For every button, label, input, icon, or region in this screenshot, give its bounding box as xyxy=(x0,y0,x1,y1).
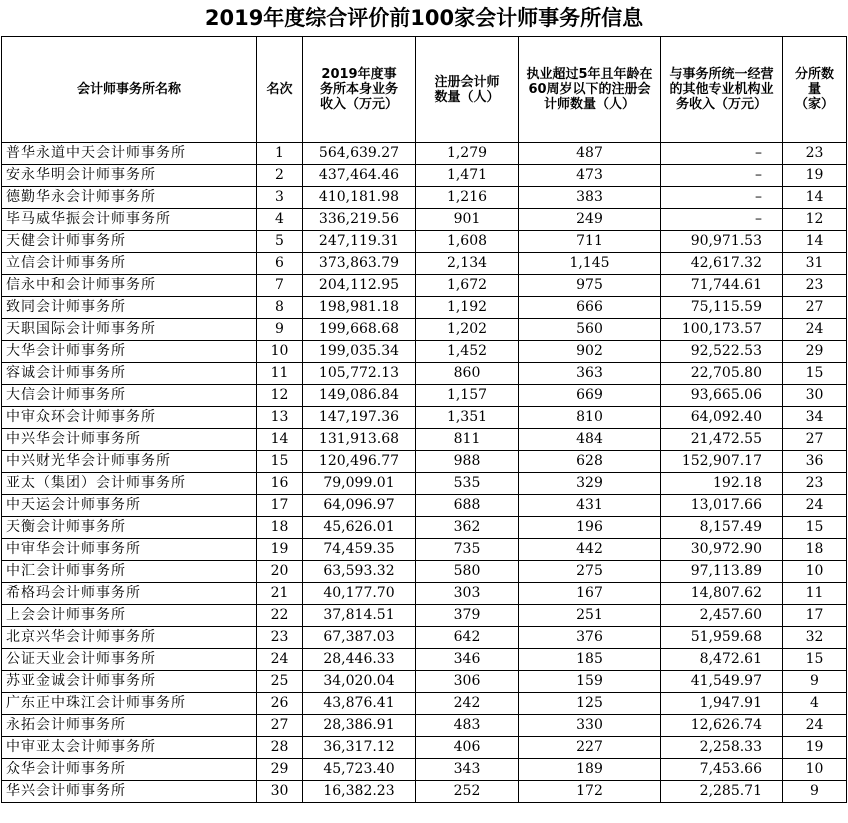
cell-revenue: 564,639.27 xyxy=(303,143,416,165)
cell-revenue: 74,459.35 xyxy=(303,539,416,561)
cell-other-revenue: 12,626.74 xyxy=(661,715,783,737)
cell-other-revenue: 8,157.49 xyxy=(661,517,783,539)
cell-firm-name: 公证天业会计师事务所 xyxy=(2,649,257,671)
cell-firm-name: 中汇会计师事务所 xyxy=(2,561,257,583)
cell-branch-count: 30 xyxy=(783,385,847,407)
cell-cpa-count: 303 xyxy=(416,583,519,605)
cell-revenue: 34,020.04 xyxy=(303,671,416,693)
cell-firm-name: 天衡会计师事务所 xyxy=(2,517,257,539)
cell-rank: 16 xyxy=(257,473,303,495)
cell-firm-name: 希格玛会计师事务所 xyxy=(2,583,257,605)
cell-branch-count: 34 xyxy=(783,407,847,429)
header-branch-count: 分所数量（家） xyxy=(783,37,847,143)
cell-senior-cpa-count: 227 xyxy=(519,737,661,759)
cell-senior-cpa-count: 431 xyxy=(519,495,661,517)
cell-branch-count: 10 xyxy=(783,561,847,583)
cell-rank: 15 xyxy=(257,451,303,473)
cell-revenue: 149,086.84 xyxy=(303,385,416,407)
cell-cpa-count: 860 xyxy=(416,363,519,385)
cell-rank: 27 xyxy=(257,715,303,737)
cell-revenue: 199,035.34 xyxy=(303,341,416,363)
header-rank: 名次 xyxy=(257,37,303,143)
cell-revenue: 45,626.01 xyxy=(303,517,416,539)
cell-cpa-count: 1,192 xyxy=(416,297,519,319)
cell-branch-count: 15 xyxy=(783,649,847,671)
cell-cpa-count: 1,202 xyxy=(416,319,519,341)
table-row xyxy=(2,781,847,803)
cell-branch-count: 27 xyxy=(783,297,847,319)
cell-branch-count: 11 xyxy=(783,583,847,605)
cell-revenue: 147,197.36 xyxy=(303,407,416,429)
cell-branch-count: 14 xyxy=(783,231,847,253)
table-row xyxy=(2,143,847,165)
cell-rank: 3 xyxy=(257,187,303,209)
cell-firm-name: 中天运会计师事务所 xyxy=(2,495,257,517)
cell-rank: 14 xyxy=(257,429,303,451)
cell-cpa-count: 406 xyxy=(416,737,519,759)
cell-other-revenue: – xyxy=(661,165,783,187)
cell-firm-name: 毕马威华振会计师事务所 xyxy=(2,209,257,231)
cell-rank: 2 xyxy=(257,165,303,187)
cell-branch-count: 23 xyxy=(783,143,847,165)
cell-branch-count: 9 xyxy=(783,671,847,693)
cell-revenue: 37,814.51 xyxy=(303,605,416,627)
cell-cpa-count: 306 xyxy=(416,671,519,693)
cell-firm-name: 永拓会计师事务所 xyxy=(2,715,257,737)
cell-senior-cpa-count: 711 xyxy=(519,231,661,253)
cell-revenue: 120,496.77 xyxy=(303,451,416,473)
cell-cpa-count: 346 xyxy=(416,649,519,671)
cell-senior-cpa-count: 125 xyxy=(519,693,661,715)
cell-branch-count: 18 xyxy=(783,539,847,561)
cell-firm-name: 亚太（集团）会计师事务所 xyxy=(2,473,257,495)
cell-other-revenue: 97,113.89 xyxy=(661,561,783,583)
cell-branch-count: 15 xyxy=(783,517,847,539)
cell-revenue: 63,593.32 xyxy=(303,561,416,583)
cell-rank: 5 xyxy=(257,231,303,253)
cell-revenue: 198,981.18 xyxy=(303,297,416,319)
cell-cpa-count: 580 xyxy=(416,561,519,583)
table-row xyxy=(2,671,847,693)
cell-firm-name: 中审华会计师事务所 xyxy=(2,539,257,561)
cell-cpa-count: 252 xyxy=(416,781,519,803)
cell-rank: 28 xyxy=(257,737,303,759)
cell-cpa-count: 642 xyxy=(416,627,519,649)
cell-other-revenue: 2,457.60 xyxy=(661,605,783,627)
cell-firm-name: 大信会计师事务所 xyxy=(2,385,257,407)
cell-senior-cpa-count: 376 xyxy=(519,627,661,649)
cell-branch-count: 4 xyxy=(783,693,847,715)
cell-cpa-count: 483 xyxy=(416,715,519,737)
cell-branch-count: 24 xyxy=(783,715,847,737)
cell-senior-cpa-count: 196 xyxy=(519,517,661,539)
cell-firm-name: 安永华明会计师事务所 xyxy=(2,165,257,187)
cell-rank: 21 xyxy=(257,583,303,605)
cell-branch-count: 12 xyxy=(783,209,847,231)
table-row xyxy=(2,407,847,429)
cell-revenue: 410,181.98 xyxy=(303,187,416,209)
cell-cpa-count: 1,608 xyxy=(416,231,519,253)
cell-rank: 26 xyxy=(257,693,303,715)
cell-revenue: 40,177.70 xyxy=(303,583,416,605)
table-row xyxy=(2,253,847,275)
cell-rank: 22 xyxy=(257,605,303,627)
cell-firm-name: 众华会计师事务所 xyxy=(2,759,257,781)
cell-rank: 18 xyxy=(257,517,303,539)
cell-other-revenue: – xyxy=(661,187,783,209)
cell-firm-name: 大华会计师事务所 xyxy=(2,341,257,363)
cell-rank: 25 xyxy=(257,671,303,693)
cell-firm-name: 立信会计师事务所 xyxy=(2,253,257,275)
table-row xyxy=(2,165,847,187)
cell-firm-name: 北京兴华会计师事务所 xyxy=(2,627,257,649)
cell-senior-cpa-count: 363 xyxy=(519,363,661,385)
cell-senior-cpa-count: 330 xyxy=(519,715,661,737)
cell-revenue: 16,382.23 xyxy=(303,781,416,803)
table-row xyxy=(2,473,847,495)
cell-rank: 23 xyxy=(257,627,303,649)
table-row xyxy=(2,759,847,781)
cell-other-revenue: 152,907.17 xyxy=(661,451,783,473)
cell-senior-cpa-count: 902 xyxy=(519,341,661,363)
cell-branch-count: 19 xyxy=(783,737,847,759)
cell-branch-count: 29 xyxy=(783,341,847,363)
header-cpa-count: 注册会计师数量（人） xyxy=(416,37,519,143)
cell-firm-name: 致同会计师事务所 xyxy=(2,297,257,319)
cell-rank: 7 xyxy=(257,275,303,297)
cell-other-revenue: 93,665.06 xyxy=(661,385,783,407)
cell-branch-count: 24 xyxy=(783,319,847,341)
cell-firm-name: 天健会计师事务所 xyxy=(2,231,257,253)
cell-other-revenue: 71,744.61 xyxy=(661,275,783,297)
table-row xyxy=(2,583,847,605)
cell-revenue: 28,446.33 xyxy=(303,649,416,671)
cell-revenue: 373,863.79 xyxy=(303,253,416,275)
cell-other-revenue: – xyxy=(661,143,783,165)
table-row xyxy=(2,187,847,209)
cell-revenue: 28,386.91 xyxy=(303,715,416,737)
cell-senior-cpa-count: 628 xyxy=(519,451,661,473)
table-row xyxy=(2,297,847,319)
cell-firm-name: 信永中和会计师事务所 xyxy=(2,275,257,297)
cell-senior-cpa-count: 189 xyxy=(519,759,661,781)
cell-rank: 10 xyxy=(257,341,303,363)
header-senior-cpa-count: 执业超过5年且年龄在60周岁以下的注册会计师数量（人） xyxy=(519,37,661,143)
cell-branch-count: 36 xyxy=(783,451,847,473)
cell-firm-name: 苏亚金诚会计师事务所 xyxy=(2,671,257,693)
table-row xyxy=(2,539,847,561)
table-row xyxy=(2,451,847,473)
cell-rank: 1 xyxy=(257,143,303,165)
cell-senior-cpa-count: 473 xyxy=(519,165,661,187)
cell-senior-cpa-count: 442 xyxy=(519,539,661,561)
table-row xyxy=(2,517,847,539)
cell-other-revenue: 22,705.80 xyxy=(661,363,783,385)
cell-firm-name: 中审众环会计师事务所 xyxy=(2,407,257,429)
cell-rank: 29 xyxy=(257,759,303,781)
cell-rank: 6 xyxy=(257,253,303,275)
cell-other-revenue: – xyxy=(661,209,783,231)
cell-other-revenue: 41,549.97 xyxy=(661,671,783,693)
cell-revenue: 79,099.01 xyxy=(303,473,416,495)
cell-other-revenue: 2,285.71 xyxy=(661,781,783,803)
header-row xyxy=(2,37,847,143)
cell-other-revenue: 51,959.68 xyxy=(661,627,783,649)
cell-other-revenue: 75,115.59 xyxy=(661,297,783,319)
cell-cpa-count: 2,134 xyxy=(416,253,519,275)
cell-senior-cpa-count: 167 xyxy=(519,583,661,605)
header-firm-name: 会计师事务所名称 xyxy=(2,37,257,143)
cell-senior-cpa-count: 975 xyxy=(519,275,661,297)
cell-other-revenue: 92,522.53 xyxy=(661,341,783,363)
cell-senior-cpa-count: 487 xyxy=(519,143,661,165)
cell-senior-cpa-count: 249 xyxy=(519,209,661,231)
cell-firm-name: 容诚会计师事务所 xyxy=(2,363,257,385)
table-row xyxy=(2,363,847,385)
cell-cpa-count: 242 xyxy=(416,693,519,715)
firm-info-table xyxy=(1,36,847,803)
cell-senior-cpa-count: 159 xyxy=(519,671,661,693)
cell-senior-cpa-count: 329 xyxy=(519,473,661,495)
page-title: 2019年度综合评价前100家会计师事务所信息 xyxy=(204,6,644,30)
table-row xyxy=(2,231,847,253)
table-row xyxy=(2,429,847,451)
cell-other-revenue: 1,947.91 xyxy=(661,693,783,715)
cell-senior-cpa-count: 810 xyxy=(519,407,661,429)
cell-firm-name: 华兴会计师事务所 xyxy=(2,781,257,803)
cell-revenue: 36,317.12 xyxy=(303,737,416,759)
table-row xyxy=(2,495,847,517)
table-row xyxy=(2,737,847,759)
table-row xyxy=(2,385,847,407)
cell-revenue: 204,112.95 xyxy=(303,275,416,297)
cell-cpa-count: 362 xyxy=(416,517,519,539)
cell-branch-count: 14 xyxy=(783,187,847,209)
cell-rank: 20 xyxy=(257,561,303,583)
cell-other-revenue: 8,472.61 xyxy=(661,649,783,671)
cell-rank: 12 xyxy=(257,385,303,407)
cell-revenue: 336,219.56 xyxy=(303,209,416,231)
cell-other-revenue: 2,258.33 xyxy=(661,737,783,759)
cell-senior-cpa-count: 383 xyxy=(519,187,661,209)
cell-other-revenue: 30,972.90 xyxy=(661,539,783,561)
cell-firm-name: 上会会计师事务所 xyxy=(2,605,257,627)
cell-cpa-count: 535 xyxy=(416,473,519,495)
cell-firm-name: 天职国际会计师事务所 xyxy=(2,319,257,341)
cell-cpa-count: 988 xyxy=(416,451,519,473)
cell-cpa-count: 1,351 xyxy=(416,407,519,429)
cell-rank: 24 xyxy=(257,649,303,671)
cell-branch-count: 23 xyxy=(783,473,847,495)
cell-revenue: 105,772.13 xyxy=(303,363,416,385)
cell-senior-cpa-count: 275 xyxy=(519,561,661,583)
cell-other-revenue: 13,017.66 xyxy=(661,495,783,517)
table-row xyxy=(2,605,847,627)
cell-other-revenue: 14,807.62 xyxy=(661,583,783,605)
cell-other-revenue: 100,173.57 xyxy=(661,319,783,341)
cell-cpa-count: 1,452 xyxy=(416,341,519,363)
cell-senior-cpa-count: 669 xyxy=(519,385,661,407)
cell-branch-count: 23 xyxy=(783,275,847,297)
cell-cpa-count: 735 xyxy=(416,539,519,561)
cell-senior-cpa-count: 172 xyxy=(519,781,661,803)
cell-rank: 13 xyxy=(257,407,303,429)
cell-cpa-count: 1,157 xyxy=(416,385,519,407)
cell-revenue: 45,723.40 xyxy=(303,759,416,781)
cell-cpa-count: 1,216 xyxy=(416,187,519,209)
cell-other-revenue: 42,617.32 xyxy=(661,253,783,275)
header-other-revenue: 与事务所统一经营的其他专业机构业务收入（万元） xyxy=(661,37,783,143)
cell-branch-count: 17 xyxy=(783,605,847,627)
cell-firm-name: 普华永道中天会计师事务所 xyxy=(2,143,257,165)
cell-firm-name: 德勤华永会计师事务所 xyxy=(2,187,257,209)
cell-branch-count: 15 xyxy=(783,363,847,385)
cell-cpa-count: 1,672 xyxy=(416,275,519,297)
cell-firm-name: 中兴财光华会计师事务所 xyxy=(2,451,257,473)
cell-branch-count: 27 xyxy=(783,429,847,451)
cell-revenue: 247,119.31 xyxy=(303,231,416,253)
cell-rank: 19 xyxy=(257,539,303,561)
cell-senior-cpa-count: 666 xyxy=(519,297,661,319)
cell-firm-name: 中兴华会计师事务所 xyxy=(2,429,257,451)
cell-rank: 9 xyxy=(257,319,303,341)
cell-cpa-count: 1,471 xyxy=(416,165,519,187)
cell-other-revenue: 21,472.55 xyxy=(661,429,783,451)
cell-branch-count: 9 xyxy=(783,781,847,803)
cell-revenue: 64,096.97 xyxy=(303,495,416,517)
table-row xyxy=(2,561,847,583)
table-row xyxy=(2,209,847,231)
cell-revenue: 131,913.68 xyxy=(303,429,416,451)
cell-senior-cpa-count: 560 xyxy=(519,319,661,341)
cell-senior-cpa-count: 484 xyxy=(519,429,661,451)
cell-branch-count: 10 xyxy=(783,759,847,781)
cell-branch-count: 24 xyxy=(783,495,847,517)
cell-other-revenue: 192.18 xyxy=(661,473,783,495)
header-revenue: 2019年度事务所本身业务收入（万元） xyxy=(303,37,416,143)
cell-firm-name: 广东正中珠江会计师事务所 xyxy=(2,693,257,715)
table-row xyxy=(2,319,847,341)
cell-rank: 11 xyxy=(257,363,303,385)
cell-senior-cpa-count: 185 xyxy=(519,649,661,671)
table-row xyxy=(2,649,847,671)
table-row xyxy=(2,341,847,363)
table-row xyxy=(2,275,847,297)
table-row xyxy=(2,715,847,737)
cell-cpa-count: 379 xyxy=(416,605,519,627)
cell-cpa-count: 343 xyxy=(416,759,519,781)
cell-revenue: 437,464.46 xyxy=(303,165,416,187)
cell-firm-name: 中审亚太会计师事务所 xyxy=(2,737,257,759)
cell-revenue: 43,876.41 xyxy=(303,693,416,715)
table-row xyxy=(2,627,847,649)
cell-revenue: 67,387.03 xyxy=(303,627,416,649)
cell-cpa-count: 901 xyxy=(416,209,519,231)
cell-rank: 17 xyxy=(257,495,303,517)
cell-cpa-count: 811 xyxy=(416,429,519,451)
cell-other-revenue: 7,453.66 xyxy=(661,759,783,781)
table-row xyxy=(2,693,847,715)
cell-branch-count: 31 xyxy=(783,253,847,275)
cell-rank: 8 xyxy=(257,297,303,319)
cell-branch-count: 19 xyxy=(783,165,847,187)
cell-other-revenue: 90,971.53 xyxy=(661,231,783,253)
cell-cpa-count: 1,279 xyxy=(416,143,519,165)
cell-rank: 30 xyxy=(257,781,303,803)
cell-senior-cpa-count: 251 xyxy=(519,605,661,627)
cell-revenue: 199,668.68 xyxy=(303,319,416,341)
cell-branch-count: 32 xyxy=(783,627,847,649)
table-body xyxy=(2,143,847,803)
cell-cpa-count: 688 xyxy=(416,495,519,517)
cell-rank: 4 xyxy=(257,209,303,231)
cell-senior-cpa-count: 1,145 xyxy=(519,253,661,275)
cell-other-revenue: 64,092.40 xyxy=(661,407,783,429)
